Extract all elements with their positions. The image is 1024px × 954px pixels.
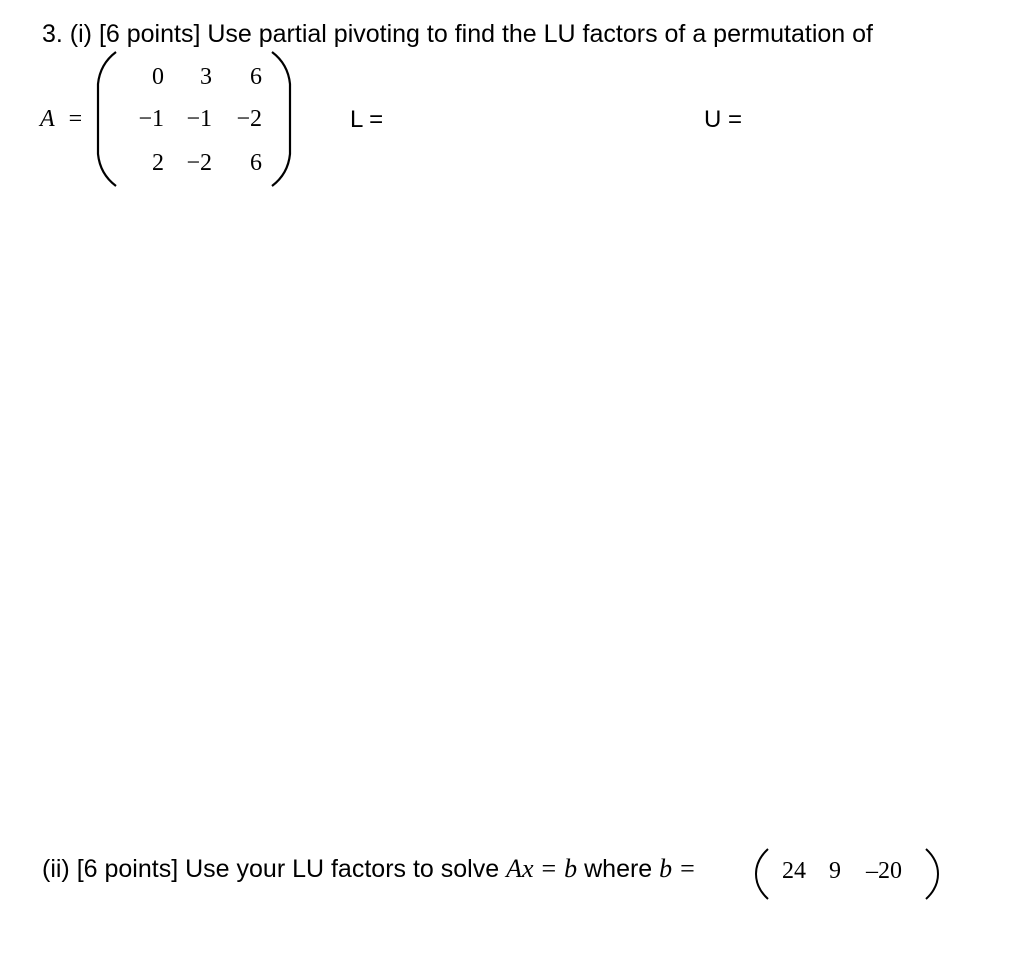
vector-b-entry-1: 24	[782, 858, 806, 884]
question-2-line	[42, 854, 703, 884]
matrix-a-label	[40, 106, 82, 133]
matrix-cell-r1-c1: 0	[152, 64, 164, 90]
matrix-cell-r3-c1: 2	[152, 150, 164, 176]
equation-equals: =	[541, 854, 557, 883]
vector-b-equals: =	[680, 854, 695, 883]
vector-right-paren	[922, 846, 942, 902]
l-factor-label: L =	[350, 106, 384, 133]
vector-left-paren	[752, 846, 772, 902]
vector-b-entry-3: –20	[866, 858, 902, 884]
matrix-right-bracket	[268, 48, 298, 190]
vector-b-variable: b	[659, 854, 673, 883]
question-2-text: (ii) [6 points] Use your LU factors to solve	[42, 855, 500, 883]
where-text: where	[584, 855, 653, 883]
matrix-cell-r2-c1: −1	[138, 106, 164, 132]
matrix-a-equals: =	[68, 106, 83, 132]
matrix-cell-r3-c3: 6	[250, 150, 262, 176]
equation-rhs: b	[564, 854, 578, 883]
matrix-cell-r1-c3: 6	[250, 64, 262, 90]
vector-b-entry-2: 9	[829, 858, 841, 884]
matrix-cell-r1-c2: 3	[200, 64, 212, 90]
question-1-text: 3. (i) [6 points] Use partial pivoting to find the LU factors of a permutation of	[42, 20, 873, 48]
equation-lhs: Ax	[506, 854, 534, 883]
u-factor-label: U =	[704, 106, 743, 133]
matrix-cell-r2-c2: −1	[186, 106, 212, 132]
matrix-cell-r3-c2: −2	[186, 150, 212, 176]
matrix-left-bracket	[90, 48, 120, 190]
matrix-cell-r2-c3: −2	[236, 106, 262, 132]
matrix-a-variable: A	[40, 106, 55, 132]
